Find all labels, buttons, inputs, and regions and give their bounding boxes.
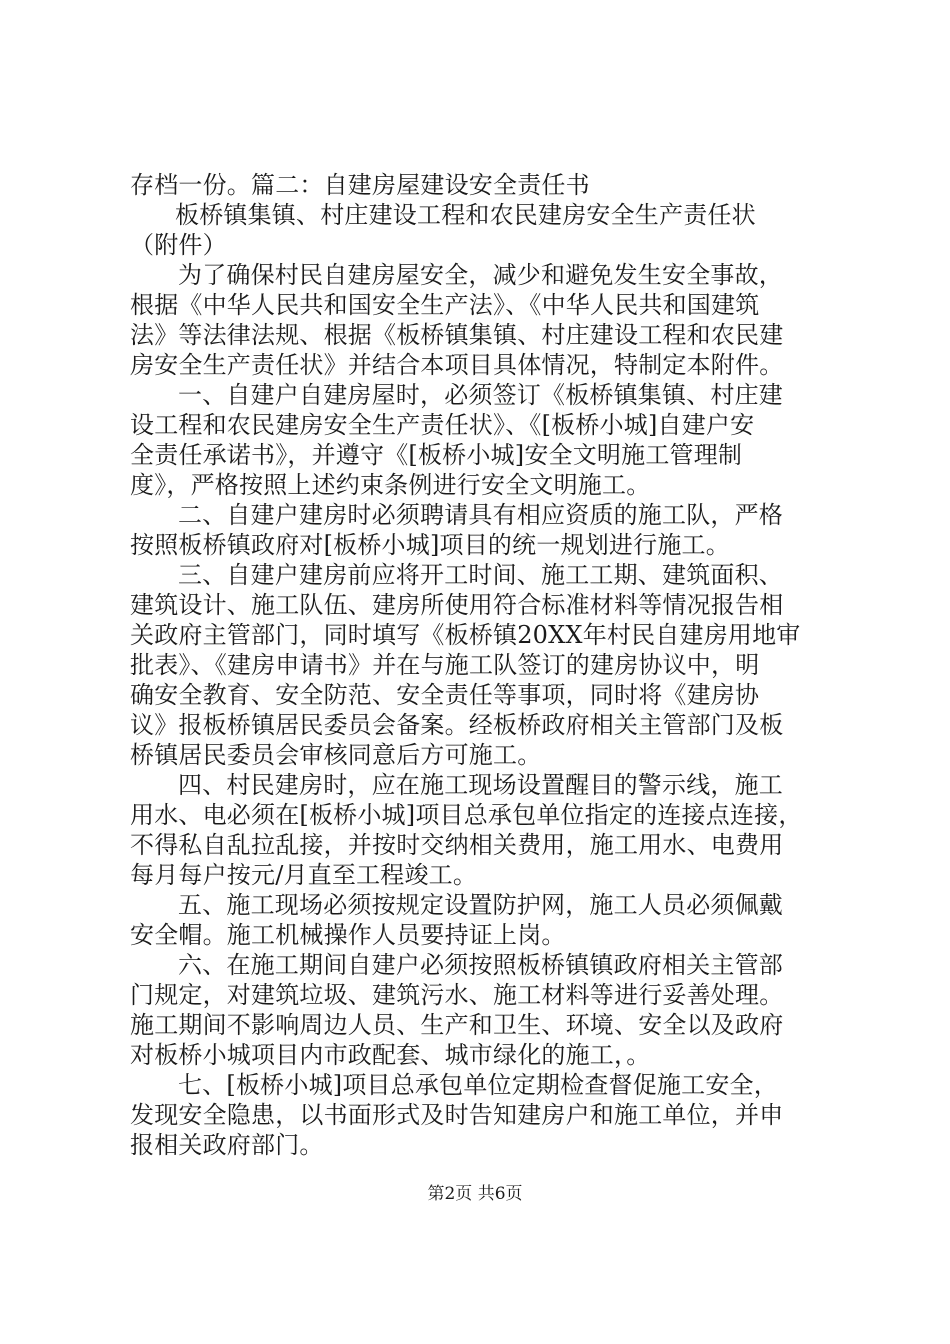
text-line: 确安全教育、安全防范、安全责任等事项，同时将《建房协 — [130, 681, 760, 709]
text-line: 度》，严格按照上述约束条例进行安全文明施工。 — [130, 471, 651, 499]
text-line: 六、在施工期间自建户必须按照板桥镇镇政府相关主管部 — [178, 951, 783, 979]
text-line: 建筑设计、施工队伍、建房所使用符合标准材料等情况报告相 — [130, 591, 784, 619]
text-line: 不得私自乱拉乱接，并按时交纳相关费用，施工用水、电费用 — [130, 831, 784, 859]
text-line: 批表》、《建房申请书》并在与施工队签订的建房协议中，明 — [130, 651, 760, 679]
text-line: 根据《中华人民共和国安全生产法》、《中华人民共和国建筑 — [130, 291, 760, 319]
text-line: 设工程和农民建房安全生产责任状》、《[板桥小城]自建户安 — [130, 411, 755, 439]
text-line: 房安全生产责任状》并结合本项目具体情况，特制定本附件。 — [130, 351, 784, 379]
text-line: 桥镇居民委员会审核同意后方可施工。 — [130, 741, 542, 769]
text-line: 全责任承诺书》，并遵守《[板桥小城]安全文明施工管理制 — [130, 441, 743, 469]
text-line: 发现安全隐患，以书面形式及时告知建房户和施工单位，并申 — [130, 1101, 784, 1129]
text-line: 施工期间不影响周边人员、生产和卫生、环境、安全以及政府 — [130, 1011, 784, 1039]
page-footer: 第2页 共6页 — [427, 1184, 523, 1204]
text-line: 二、自建户建房时必须聘请具有相应资质的施工队，严格 — [178, 501, 783, 529]
text-line: 七、[板桥小城]项目总承包单位定期检查督促施工安全， — [178, 1071, 778, 1099]
text-line: 存档一份。篇二：自建房屋建设安全责任书 — [130, 171, 590, 199]
text-line: 门规定，对建筑垃圾、建筑污水、施工材料等进行妥善处理。 — [130, 981, 784, 1009]
text-line: 关政府主管部门，同时填写《板桥镇20XX年村民自建房用地审 — [130, 621, 801, 649]
text-line: 五、施工现场必须按规定设置防护网，施工人员必须佩戴 — [178, 891, 783, 919]
text-line: 安全帽。施工机械操作人员要持证上岗。 — [130, 921, 566, 949]
text-line: 按照板桥镇政府对[板桥小城]项目的统一规划进行施工。 — [130, 531, 730, 559]
section-subtitle: （附件） — [130, 231, 227, 259]
text-line: 对板桥小城项目内市政配套、城市绿化的施工，。 — [130, 1041, 651, 1069]
text-line: 三、自建户建房前应将开工时间、施工工期、建筑面积、 — [178, 561, 783, 589]
text-line: 一、自建户自建房屋时，必须签订《板桥镇集镇、村庄建 — [178, 381, 783, 409]
text-line: 为了确保村民自建房屋安全，减少和避免发生安全事故， — [178, 261, 783, 289]
text-line: 用水、电必须在[板桥小城]项目总承包单位指定的连接点连接， — [130, 801, 803, 829]
text-line: 报相关政府部门。 — [130, 1131, 324, 1159]
text-line: 法》等法律法规、根据《板桥镇集镇、村庄建设工程和农民建 — [130, 321, 784, 349]
text-line: 每月每户按元/月直至工程竣工。 — [130, 861, 478, 889]
section-title: 板桥镇集镇、村庄建设工程和农民建房安全生产责任状 — [175, 201, 756, 229]
text-line: 议》报板桥镇居民委员会备案。经板桥政府相关主管部门及板 — [130, 711, 784, 739]
text-line: 四、村民建房时，应在施工现场设置醒目的警示线，施工 — [178, 771, 783, 799]
